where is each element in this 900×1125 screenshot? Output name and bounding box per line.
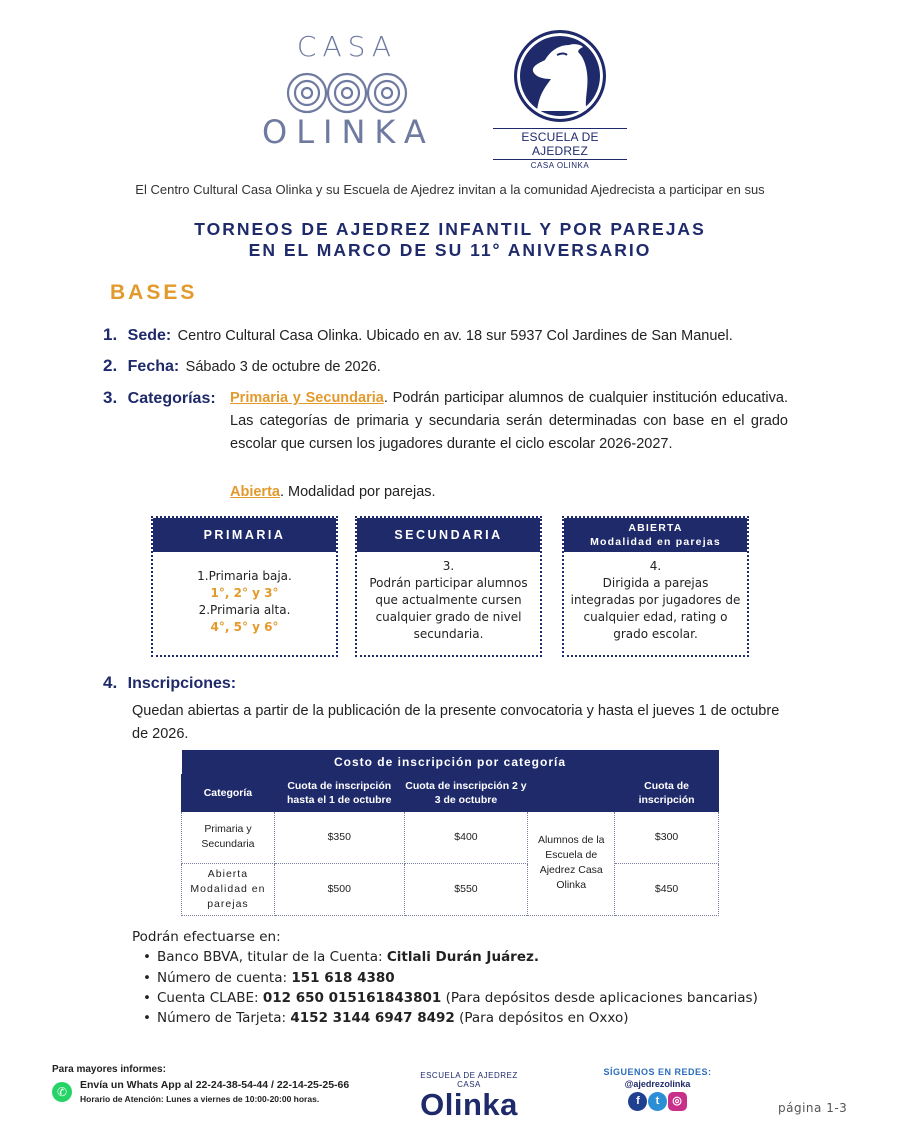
intro-text: El Centro Cultural Casa Olinka y su Escuela de Ajedrez invitan a la comunidad Ajedrecista a participar en sus bbox=[135, 182, 765, 197]
header-categoria: Categoría bbox=[182, 774, 275, 811]
table-row bbox=[182, 863, 719, 915]
footer-logo-big: Olinka bbox=[420, 1087, 518, 1122]
abierta-header bbox=[564, 518, 747, 552]
secundaria-header: SECUNDARIA bbox=[357, 518, 540, 552]
cell-cuota-2: $400 bbox=[404, 811, 528, 863]
payment-intro: Podrán efectuarse en: bbox=[132, 929, 281, 945]
cell-cuota-1: $500 bbox=[274, 863, 404, 915]
abierta-text: . Modalidad por parejas. bbox=[279, 484, 436, 500]
categorias-text-rest: educativa. Las categorías de primaria y secundaria serán determinadas con base en el grado escolar que cursen los jugadores durante el ciclo escolar 2026-2027. bbox=[230, 390, 788, 452]
payment-item bbox=[143, 949, 539, 965]
header-cuota-1: Cuota de inscripción hasta el 1 de octubre bbox=[274, 774, 404, 811]
title-line-2: EN EL MARCO DE SU 11° ANIVERSARIO bbox=[248, 240, 652, 260]
item-label: Categorías: bbox=[127, 390, 216, 407]
payment-item bbox=[143, 970, 395, 986]
title-line-1: TORNEOS DE AJEDREZ INFANTIL Y POR PAREJAS bbox=[194, 219, 706, 239]
logo-casa-word: CASA bbox=[296, 30, 398, 63]
info-title: Para mayores informes: bbox=[52, 1064, 166, 1075]
page-number: página 1-3 bbox=[778, 1101, 848, 1115]
primaria-header: PRIMARIA bbox=[153, 518, 336, 552]
whatsapp-numbers: Envía un Whats App al 22-24-38-54-44 / 22-14-25-25-66 bbox=[80, 1079, 350, 1091]
payment-label: Cuenta CLABE: bbox=[157, 990, 263, 1006]
primaria-line-1: 1.Primaria baja. bbox=[197, 569, 292, 583]
payment-item bbox=[143, 990, 758, 1006]
cell-categoria: Abierta Modalidad en parejas bbox=[182, 863, 275, 915]
escuela-ajedrez-logo bbox=[493, 30, 627, 170]
item-number: 4. bbox=[103, 673, 118, 692]
payment-value: 4152 3144 6947 8492 bbox=[290, 1010, 455, 1026]
bullet-icon: • bbox=[143, 949, 151, 965]
cell-cuota-3: $450 bbox=[615, 863, 719, 915]
table-row bbox=[182, 811, 719, 863]
bullet-icon: • bbox=[143, 970, 151, 986]
payment-label: Banco BBVA, titular de la Cuenta: bbox=[157, 949, 387, 965]
cell-cuota-2: $550 bbox=[404, 863, 528, 915]
social-section bbox=[600, 1067, 715, 1111]
primaria-box bbox=[151, 516, 338, 657]
cell-cuota-1: $350 bbox=[274, 811, 404, 863]
abierta-number: 4. bbox=[649, 559, 662, 573]
bullet-icon: • bbox=[143, 1010, 151, 1026]
item-number: 1. bbox=[103, 325, 118, 344]
header-cuota-2: Cuota de inscripción 2 y 3 de octubre bbox=[404, 774, 528, 811]
abierta-body bbox=[564, 552, 747, 643]
payment-value: Citlali Durán Juárez. bbox=[386, 949, 539, 965]
header-cuota-alumnos: Cuota de inscripción bbox=[615, 774, 719, 811]
secundaria-number: 3. bbox=[442, 559, 455, 573]
casa-olinka-logo bbox=[262, 30, 435, 160]
spiral-icon bbox=[285, 68, 409, 118]
horse-head-icon bbox=[514, 30, 606, 122]
payment-label: Número de cuenta: bbox=[157, 970, 292, 986]
horario-text: Horario de Atención: Lunes a viernes de 10:00-20:00 horas. bbox=[80, 1094, 320, 1104]
primaria-grades-1: 1°, 2° y 3° bbox=[210, 586, 279, 600]
escuela-sub: CASA OLINKA bbox=[530, 161, 590, 170]
secundaria-box bbox=[355, 516, 542, 657]
escuela-name: ESCUELA DE AJEDREZ bbox=[493, 128, 627, 160]
abierta-line bbox=[230, 484, 436, 500]
cell-categoria: Primaria y Secundaria bbox=[182, 811, 275, 863]
payment-value: 151 618 4380 bbox=[291, 970, 395, 986]
item-sede bbox=[103, 325, 733, 345]
logo-olinka-word: OLINKA bbox=[262, 113, 435, 151]
payment-note: (Para depósitos en Oxxo) bbox=[454, 1010, 629, 1026]
abierta-box bbox=[562, 516, 749, 657]
item-categorias-text bbox=[230, 387, 788, 456]
abierta-header-2: Modalidad en parejas bbox=[590, 536, 721, 548]
page-title bbox=[0, 219, 900, 261]
primaria-line-2: 2.Primaria alta. bbox=[198, 603, 291, 617]
payment-value: 012 650 015161843801 bbox=[262, 990, 442, 1006]
abierta-link[interactable]: Abierta bbox=[230, 484, 280, 500]
item-number: 3. bbox=[103, 388, 118, 407]
item-label: Inscripciones: bbox=[127, 675, 237, 692]
header-blank bbox=[528, 774, 615, 811]
categorias-text-first: . Podrán participar alumnos de cualquier institución bbox=[383, 390, 718, 406]
item-inscripciones bbox=[103, 673, 236, 693]
facebook-icon[interactable]: f bbox=[628, 1092, 647, 1111]
payment-label: Número de Tarjeta: bbox=[157, 1010, 291, 1026]
instagram-icon[interactable]: ◎ bbox=[668, 1092, 687, 1111]
item-label: Fecha: bbox=[127, 358, 180, 375]
inscripciones-text: Quedan abiertas a partir de la publicación de la presente convocatoria y hasta el jueves 1 de octubre de 2026. bbox=[132, 703, 780, 742]
social-title: SÍGUENOS EN REDES: bbox=[603, 1067, 712, 1077]
item-categorias-label bbox=[103, 388, 216, 408]
primaria-body bbox=[153, 552, 336, 636]
primaria-grades-2: 4°, 5° y 6° bbox=[210, 620, 279, 634]
bullet-icon: • bbox=[143, 990, 151, 1006]
item-number: 2. bbox=[103, 356, 118, 375]
cell-alumnos-note: Alumnos de la Escuela de Ajedrez Casa Olinka bbox=[528, 811, 615, 915]
social-handle: @ajedrezolinka bbox=[624, 1079, 691, 1089]
twitter-icon[interactable]: t bbox=[648, 1092, 667, 1111]
item-fecha bbox=[103, 356, 381, 376]
footer-logo bbox=[408, 1071, 530, 1121]
cost-table bbox=[181, 750, 719, 916]
secundaria-body bbox=[357, 552, 540, 643]
cell-cuota-3: $300 bbox=[615, 811, 719, 863]
payment-item bbox=[143, 1010, 629, 1026]
abierta-text: Dirigida a parejas integradas por jugadores de cualquier edad, rating o grado escolar. bbox=[570, 576, 741, 641]
cost-table-caption: Costo de inscripción por categoría bbox=[182, 750, 719, 774]
item-label: Sede: bbox=[127, 327, 172, 344]
item-text: Sábado 3 de octubre de 2026. bbox=[185, 359, 381, 375]
abierta-header-1: ABIERTA bbox=[628, 522, 683, 534]
footer-logo-small: ESCUELA DE AJEDREZ CASA bbox=[420, 1071, 518, 1089]
footer-info bbox=[52, 1064, 349, 1104]
item-text: Centro Cultural Casa Olinka. Ubicado en av. 18 sur 5937 Col Jardines de San Manuel. bbox=[177, 328, 733, 344]
payment-note: (Para depósitos desde aplicaciones bancarias) bbox=[441, 990, 758, 1006]
secundaria-text: Podrán participar alumnos que actualmente cursen cualquier grado de nivel secundaria. bbox=[369, 576, 528, 641]
primaria-secundaria-link[interactable]: Primaria y Secundaria bbox=[230, 390, 384, 406]
whatsapp-icon[interactable]: ✆ bbox=[52, 1082, 72, 1102]
bases-heading: BASES bbox=[110, 281, 198, 304]
